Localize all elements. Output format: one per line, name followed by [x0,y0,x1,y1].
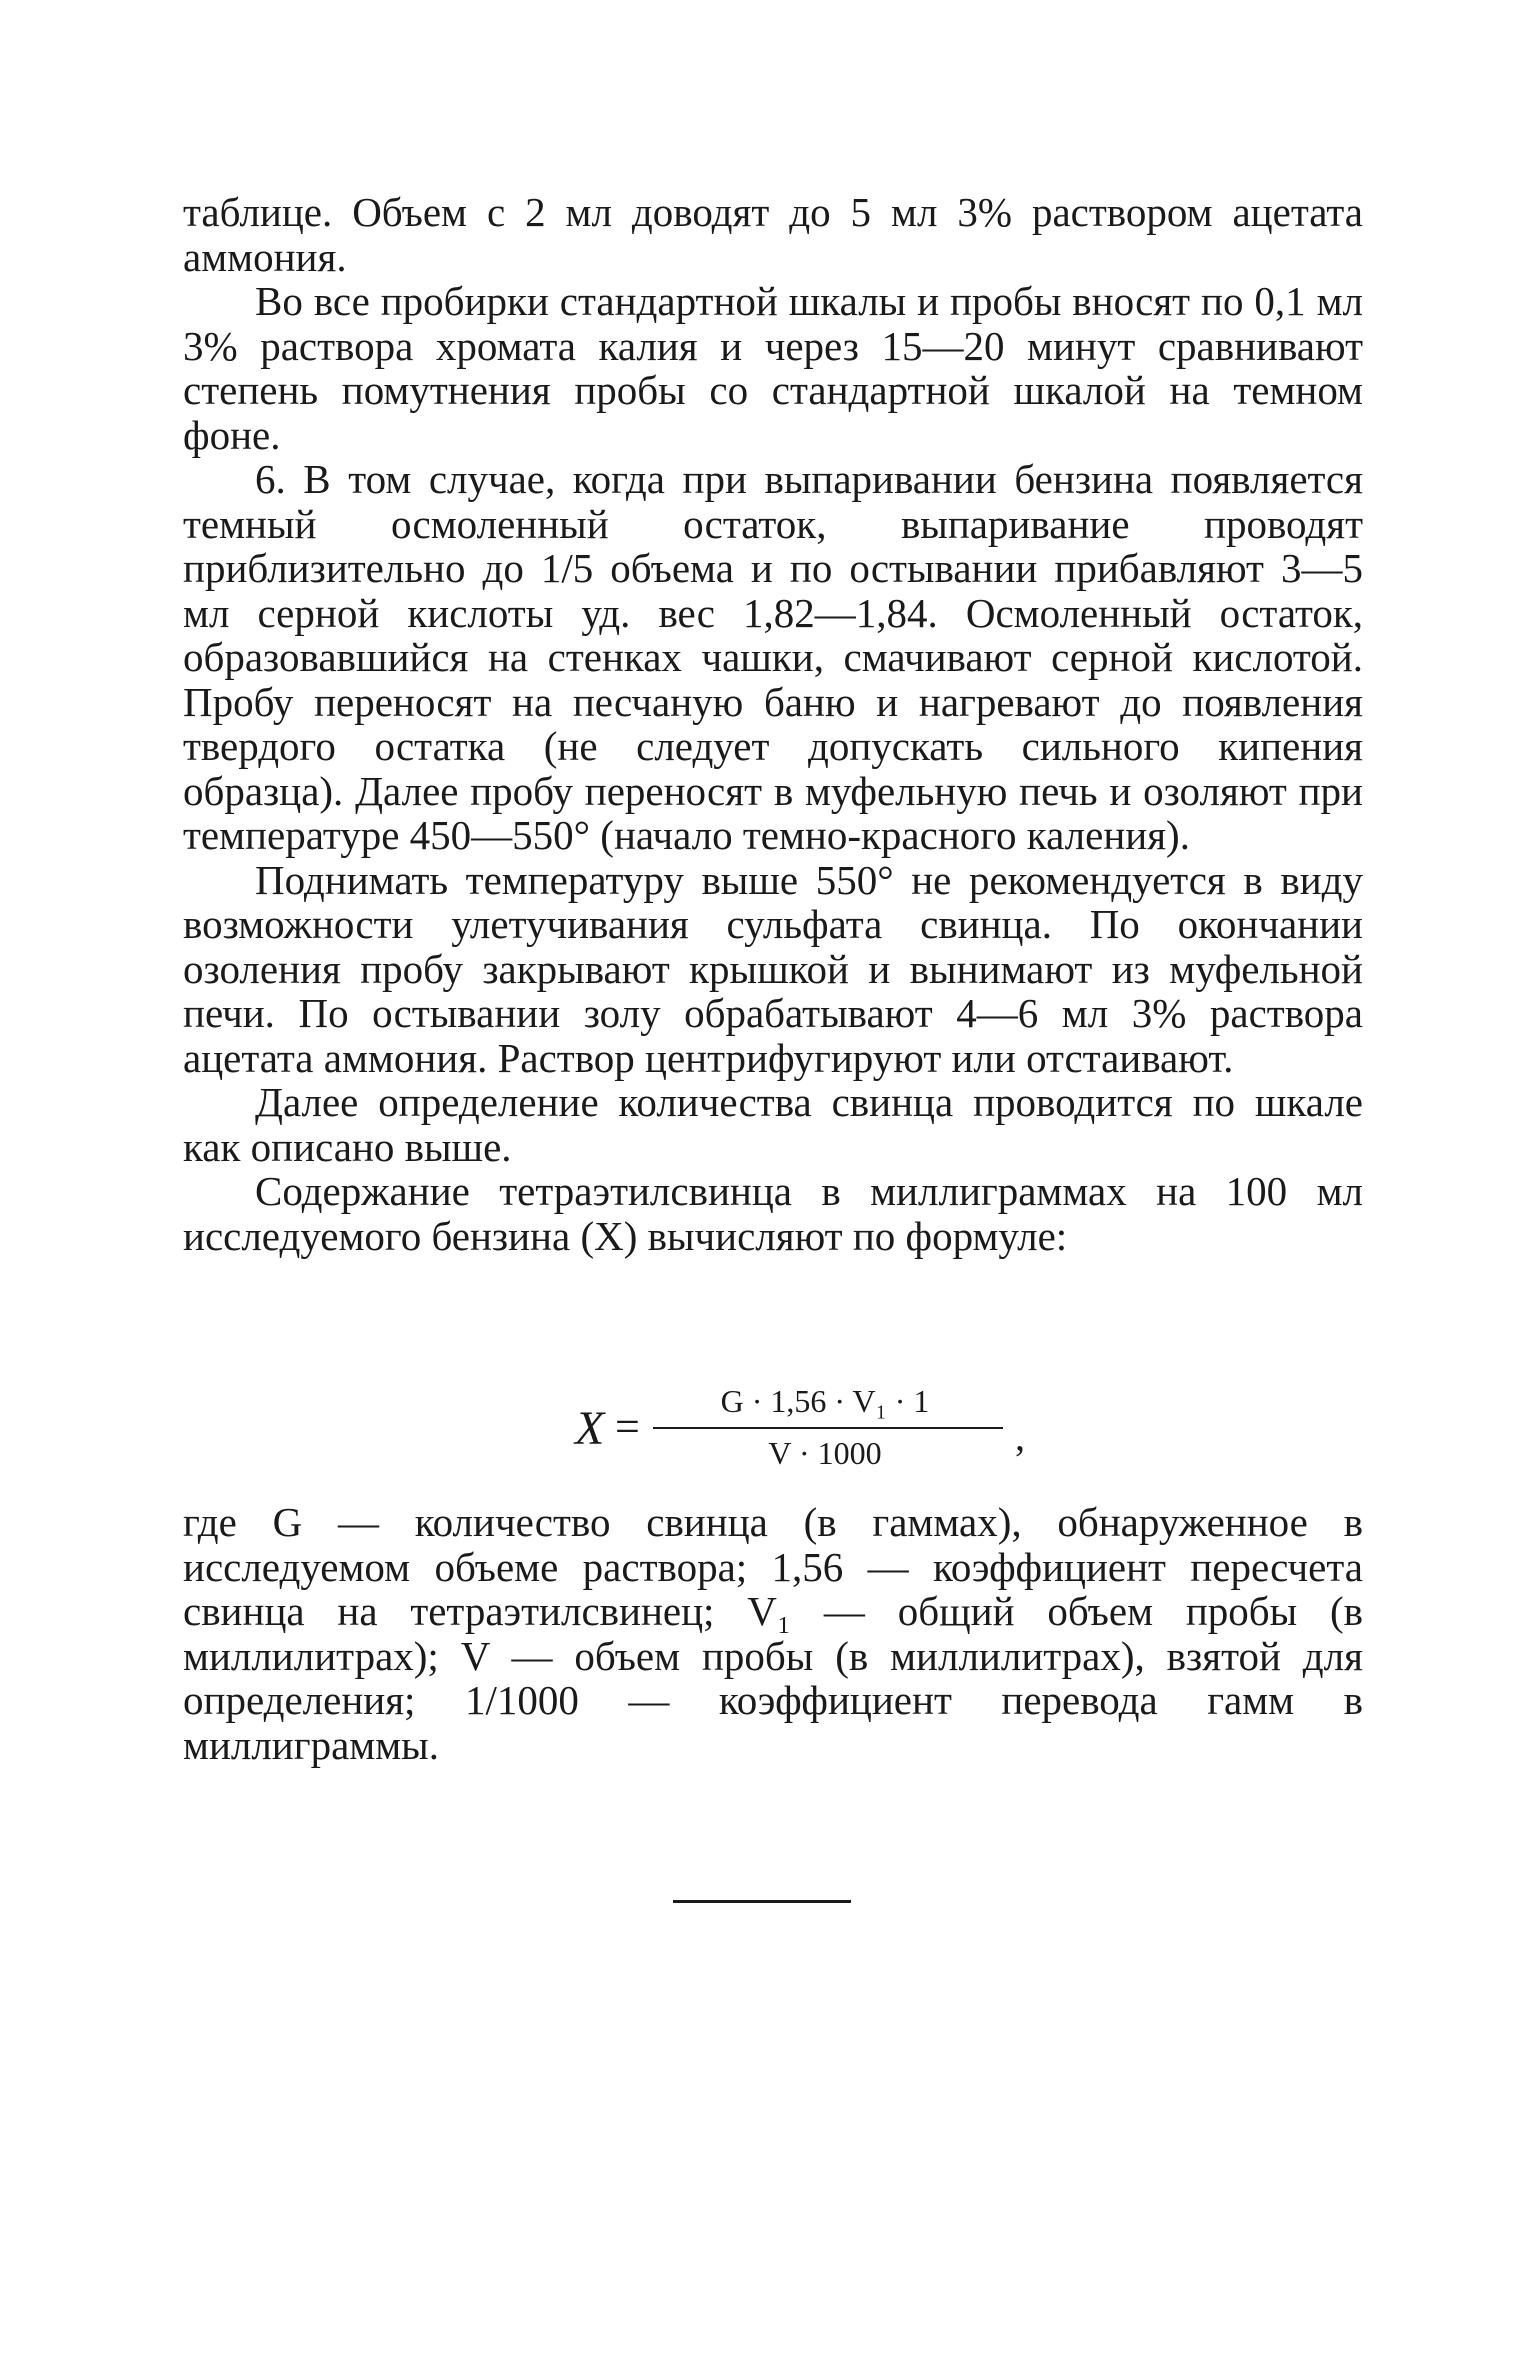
formula-lhs: X [575,1402,605,1455]
formula [575,1383,1055,1473]
paragraph-continuation: таблице. Объем с 2 мл доводят до 5 мл 3% раствором ацетата аммония. [183,189,1363,280]
paragraph-explanation: где G — количество свинца (в гаммах), обнаруженное в исследуемом объеме раствора; 1,56 — коэффициент пересчета свинца на тетраэтилсвинец; V₁ — общий объем пробы (в миллилитрах); V — объем пробы (в миллилитрах), взятой для определения; 1/1000 — коэффициент перевода гамм в миллиграммы. [183,1499,1363,1768]
paragraph-reagents: Во все пробирки стандартной шкалы и пробы вносят по 0,1 мл 3% раствора хромата калия и через 15—20 минут сравнивают степень помутнения пробы со стандартной шкалой на темном фоне. [183,278,1363,458]
formula-numerator: G · 1,56 · V₁ · 1 [720,1383,930,1419]
formula-denominator: V · 1000 [768,1435,882,1471]
paragraph-further: Далее определение количества свинца проводится по шкале как описано выше. [183,1079,1363,1170]
formula-equals: = [615,1402,640,1451]
paragraph-temperature: Поднимать температуру выше 550° не рекомендуется в виду возможности улетучивания сульфата свинца. По окончании озоления пробу закрывают крышкой и вынимают из муфельной печи. По остывании золу обрабатывают 4—6 мл 3% раствора ацетата аммония. Раствор центрифугируют или отстаивают. [183,856,1363,1081]
end-rule [673,1900,851,1903]
fraction-bar [653,1427,1003,1429]
paragraph-content: Содержание тетраэтилсвинца в миллиграммах на 100 мл исследуемого бензина (X) вычисляют по формуле: [183,1168,1363,1259]
formula-comma: , [1015,1414,1025,1459]
paragraph-step-6: 6. В том случае, когда при выпаривании бензина появляется темный осмоленный остаток, выпаривание проводят приблизительно до 1/5 объема и по остывании прибавляют 3—5 мл серной кислоты уд. вес 1,82—1,84. Осмоленный остаток, образовавшийся на стенках чашки, смачивают серной кислотой. Пробу переносят на песчаную баню и нагревают до появления твердого остатка (не следует допускать сильного кипения образца). Далее пробу переносят в муфельную печь и озоляют при температуре 450—550° (начало темно-красного каления). [183,456,1363,858]
body-text [183,190,1363,1258]
explanation-text [183,1500,1363,1767]
